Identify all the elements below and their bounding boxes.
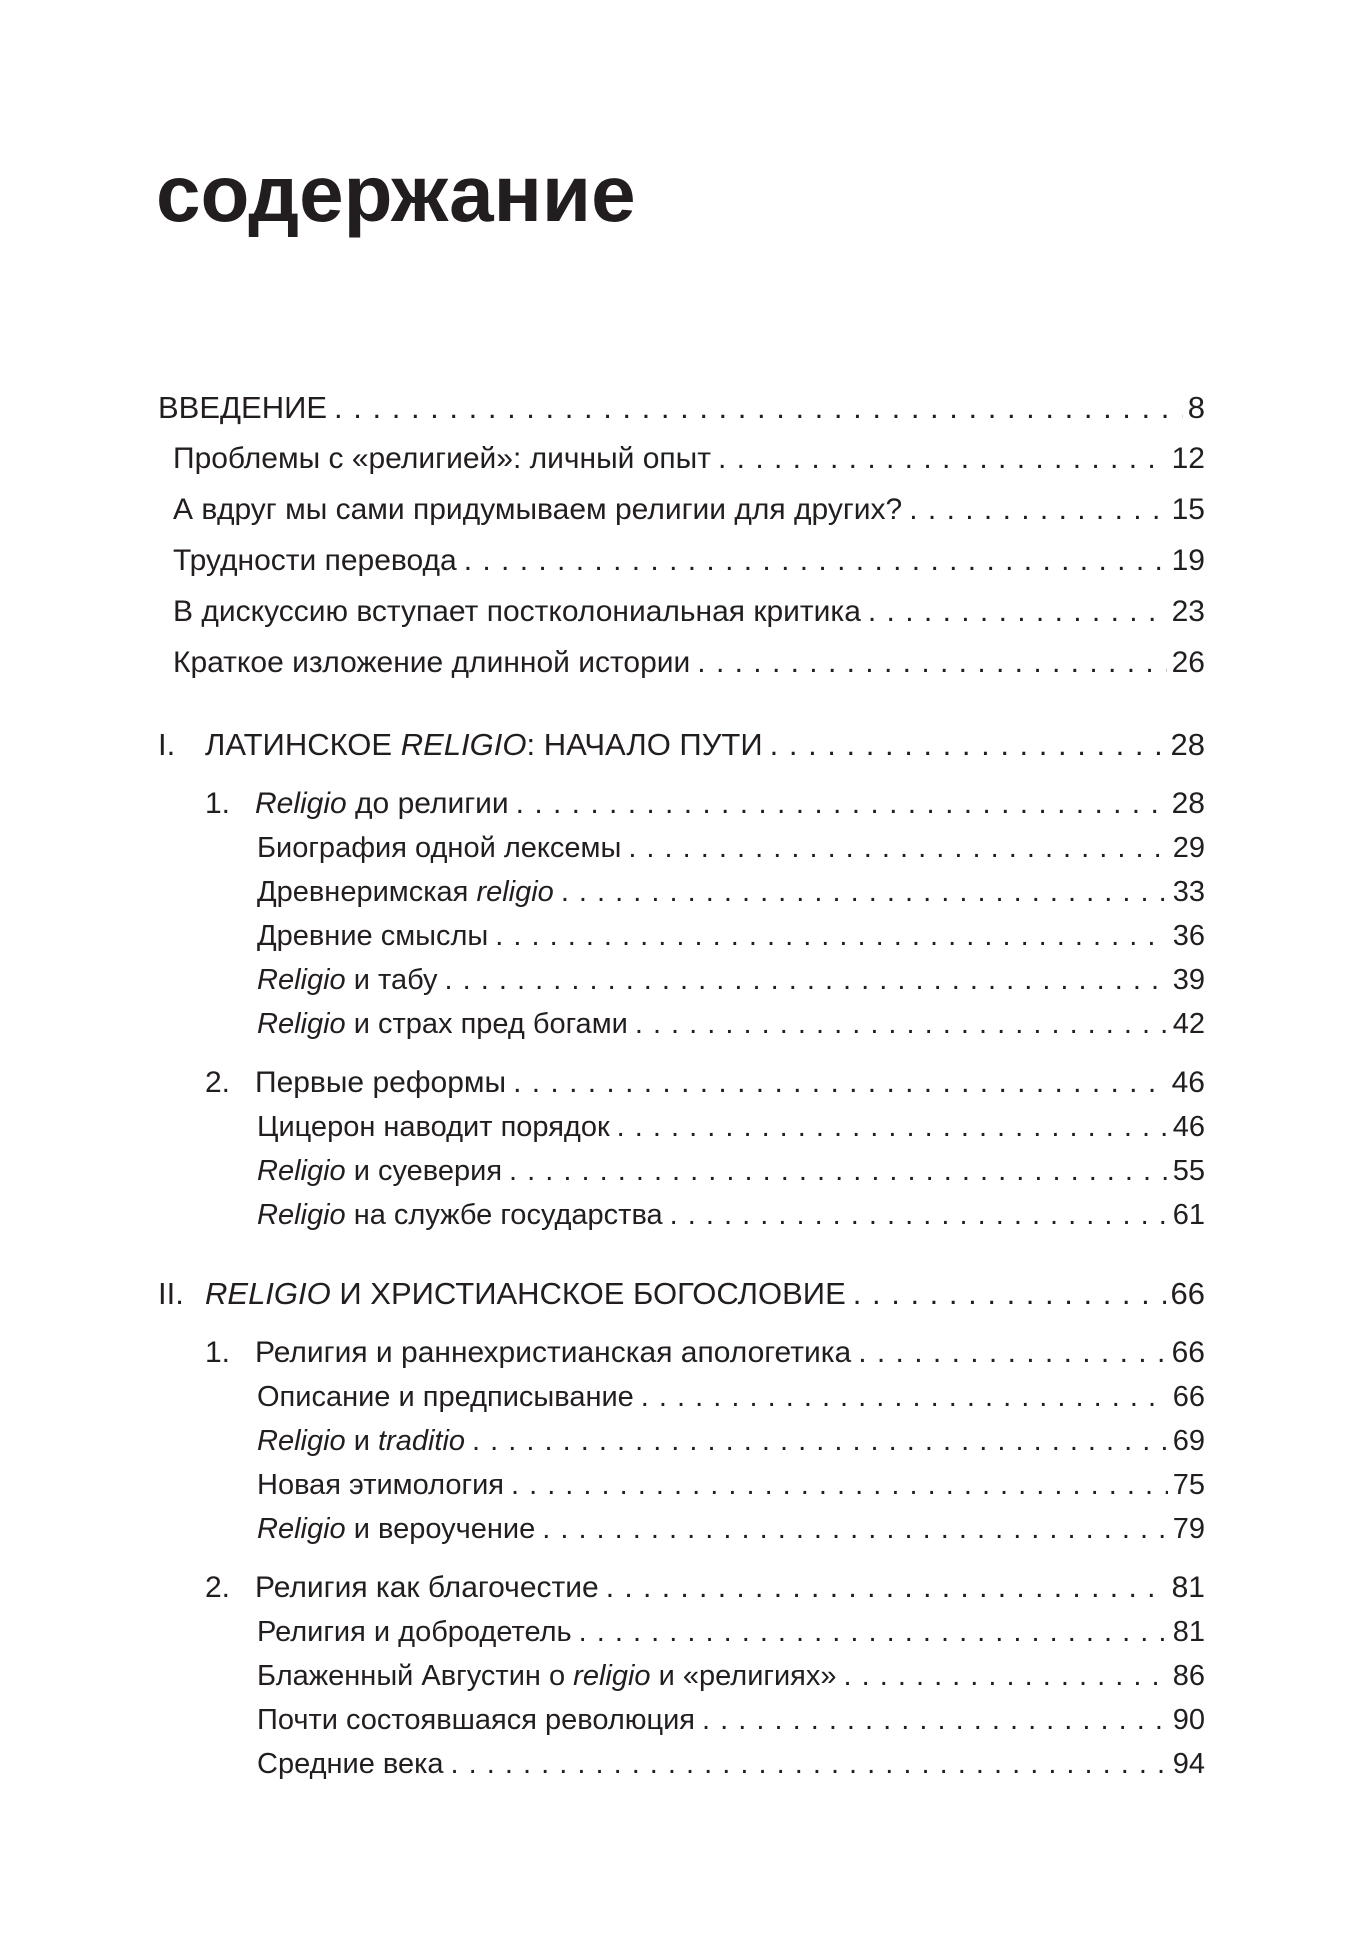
toc-label-segment: Первые реформы	[255, 1066, 507, 1099]
dot-leader	[718, 433, 1167, 484]
toc-entry-page: 66	[1171, 1336, 1205, 1369]
toc-label-segment: Краткое изложение длинной истории	[173, 646, 691, 679]
toc-row	[158, 1060, 1205, 1105]
dot-leader	[702, 1698, 1168, 1742]
toc-entry-page: 39	[1172, 964, 1205, 996]
toc-row	[158, 1375, 1205, 1419]
dot-leader	[509, 1149, 1168, 1193]
toc-entry-number: 1.	[205, 1336, 231, 1369]
toc-row	[158, 382, 1205, 433]
toc-label-segment: ЛАТИНСКОЕ	[205, 727, 401, 762]
toc-row	[158, 1507, 1205, 1551]
toc-label-segment: и	[345, 1425, 378, 1457]
toc-entry-label	[257, 1149, 502, 1193]
toc-label-italic-segment: Religio	[257, 1155, 346, 1187]
toc-entry-page: 36	[1172, 920, 1205, 952]
toc-entry-label	[255, 1060, 506, 1105]
toc-entry-number: 1.	[205, 787, 231, 820]
toc-entry-label	[257, 826, 621, 870]
toc-entry-label	[257, 870, 554, 914]
toc-entry-page: 29	[1172, 832, 1205, 864]
toc-row	[158, 1193, 1205, 1237]
toc-entry-page: 81	[1171, 1571, 1205, 1604]
toc-entry-page: 46	[1172, 1111, 1205, 1143]
toc-label-segment: В дискуссию вступает постколониальная критика	[173, 595, 861, 628]
dot-leader	[641, 1375, 1168, 1419]
toc-row	[158, 637, 1205, 688]
dot-leader	[516, 781, 1167, 826]
toc-row	[158, 958, 1205, 1002]
toc-label-segment: и суеверия	[345, 1155, 503, 1187]
toc-entry-page: 79	[1172, 1513, 1205, 1545]
toc-entry-page: 81	[1172, 1616, 1205, 1648]
dot-leader	[617, 1105, 1168, 1149]
toc-row	[158, 1565, 1205, 1610]
toc-entry-page: 26	[1171, 646, 1205, 679]
toc-label-segment: и вероучение	[345, 1513, 536, 1545]
dot-leader	[606, 1565, 1167, 1610]
toc-label-segment: Трудности перевода	[173, 544, 457, 577]
dot-leader	[697, 637, 1166, 688]
toc-label-segment: ВВЕДЕНИЕ	[158, 390, 328, 425]
toc-label-segment: Цицерон наводит порядок	[257, 1111, 610, 1143]
dot-leader	[561, 870, 1168, 914]
dot-leader	[579, 1610, 1168, 1654]
toc-label-segment: Новая этимология	[257, 1469, 504, 1501]
toc-row	[158, 722, 1205, 767]
toc-entry-label	[257, 1193, 663, 1237]
toc-row	[158, 535, 1205, 586]
toc-label-segment: на службе государства	[345, 1199, 663, 1231]
dot-leader	[770, 722, 1166, 767]
toc-entry-page: 19	[1171, 544, 1205, 577]
toc-row	[158, 484, 1205, 535]
toc-entry-label	[205, 1271, 846, 1316]
toc-label-segment: Блаженный Августин о	[257, 1660, 574, 1692]
toc-entry-page: 8	[1187, 390, 1205, 425]
toc-row	[158, 870, 1205, 914]
toc-label-segment: Древние смыслы	[257, 920, 489, 952]
toc-entry-page: 66	[1170, 1276, 1205, 1311]
toc-entry-page: 69	[1172, 1425, 1205, 1457]
toc-row	[158, 1330, 1205, 1375]
toc-label-segment: до религии	[346, 787, 509, 820]
toc-label-italic-segment: RELIGIO	[400, 727, 527, 762]
toc-entry-label	[257, 1610, 572, 1654]
toc-entry-page: 12	[1171, 442, 1205, 475]
toc-row	[158, 826, 1205, 870]
toc-entry-label	[173, 586, 861, 637]
toc-label-segment: Религия и раннехристианская апологетика	[255, 1336, 852, 1369]
toc-entry-number: II.	[158, 1276, 184, 1311]
table-of-contents	[158, 240, 1205, 1786]
toc-entry-number: 2.	[205, 1571, 231, 1604]
toc-row	[158, 433, 1205, 484]
toc-entry-page: 28	[1171, 787, 1205, 820]
toc-row	[158, 781, 1205, 826]
toc-entry-page: 23	[1171, 595, 1205, 628]
toc-entry-label	[173, 433, 711, 484]
toc-label-italic-segment: Religio	[257, 1199, 346, 1231]
dot-leader	[464, 535, 1167, 586]
toc-entry-page: 66	[1172, 1381, 1205, 1413]
toc-entry-page: 33	[1172, 876, 1205, 908]
dot-leader	[844, 1654, 1168, 1698]
toc-entry-label	[205, 722, 763, 767]
toc-label-italic-segment: Religio	[257, 1008, 346, 1040]
toc-entry-label	[173, 637, 690, 688]
dot-leader	[542, 1507, 1168, 1551]
dot-leader	[635, 1002, 1168, 1046]
toc-row	[158, 586, 1205, 637]
toc-row	[158, 914, 1205, 958]
toc-label-italic-segment: religio	[573, 1660, 651, 1692]
toc-entry-number: I.	[158, 727, 176, 762]
toc-entry-page: 28	[1170, 727, 1205, 762]
toc-label-segment: и табу	[345, 964, 438, 996]
toc-entry-label	[257, 1742, 444, 1786]
toc-label-segment: А вдруг мы сами придумываем религии для других?	[173, 493, 903, 526]
dot-leader	[445, 958, 1168, 1002]
toc-entry-number: 2.	[205, 1066, 231, 1099]
toc-label-segment: и страх пред богами	[345, 1008, 628, 1040]
toc-entry-page: 90	[1172, 1704, 1205, 1736]
toc-label-segment: и «религиях»	[650, 1660, 837, 1692]
dot-leader	[628, 826, 1167, 870]
toc-row	[158, 1742, 1205, 1786]
toc-label-italic-segment: Religio	[257, 1425, 346, 1457]
toc-entry-page: 86	[1172, 1660, 1205, 1692]
toc-row	[158, 1463, 1205, 1507]
toc-entry-label	[257, 914, 488, 958]
toc-entry-page: 46	[1171, 1066, 1205, 1099]
dot-leader	[511, 1463, 1168, 1507]
dot-leader	[853, 1271, 1166, 1316]
toc-row	[158, 1105, 1205, 1149]
dot-leader	[909, 484, 1166, 535]
toc-label-segment: И ХРИСТИАНСКОЕ БОГОСЛОВИЕ	[330, 1276, 846, 1311]
toc-entry-label	[255, 1330, 851, 1375]
dot-leader	[495, 914, 1167, 958]
toc-label-segment: : НАЧАЛО ПУТИ	[526, 727, 763, 762]
toc-entry-label	[257, 1654, 837, 1698]
toc-entry-label	[257, 958, 438, 1002]
dot-leader	[451, 1742, 1168, 1786]
toc-entry-label	[257, 1698, 695, 1742]
toc-row	[158, 1419, 1205, 1463]
toc-label-italic-segment: RELIGIO	[205, 1276, 331, 1311]
toc-entry-page: 61	[1172, 1199, 1205, 1231]
toc-entry-label	[173, 535, 457, 586]
toc-entry-label	[257, 1105, 610, 1149]
toc-entry-label	[173, 484, 902, 535]
toc-row	[158, 1610, 1205, 1654]
toc-entry-label	[255, 1565, 599, 1610]
page-title: содержание	[156, 149, 636, 238]
toc-label-italic-segment: traditio	[378, 1425, 466, 1457]
toc-entry-label	[257, 1463, 504, 1507]
dot-leader	[334, 382, 1183, 433]
toc-entry-page: 55	[1172, 1155, 1205, 1187]
toc-label-segment: Древнеримская	[257, 876, 477, 908]
toc-label-segment: Проблемы с «религией»: личный опыт	[173, 442, 711, 475]
toc-label-segment: Почти состоявшаяся революция	[257, 1704, 696, 1736]
toc-label-segment: Религия как благочестие	[255, 1571, 599, 1604]
toc-label-segment: Религия и добродетель	[257, 1616, 572, 1648]
dot-leader	[868, 586, 1167, 637]
toc-row	[158, 1271, 1205, 1316]
toc-entry-label	[257, 1002, 628, 1046]
dot-leader	[858, 1330, 1166, 1375]
toc-label-italic-segment: religio	[476, 876, 554, 908]
toc-entry-page: 15	[1171, 493, 1205, 526]
toc-row	[158, 1149, 1205, 1193]
dot-leader	[670, 1193, 1168, 1237]
toc-label-segment: Биография одной лексемы	[257, 832, 622, 864]
toc-label-italic-segment: Religio	[255, 787, 347, 820]
toc-entry-label	[255, 781, 509, 826]
dot-leader	[513, 1060, 1167, 1105]
toc-entry-label	[257, 1375, 634, 1419]
toc-label-segment: Средние века	[257, 1748, 444, 1780]
toc-label-italic-segment: Religio	[257, 964, 346, 996]
toc-entry-label	[257, 1419, 465, 1463]
toc-row	[158, 1698, 1205, 1742]
toc-entry-page: 94	[1172, 1748, 1205, 1780]
toc-row	[158, 1002, 1205, 1046]
toc-entry-label	[257, 1507, 535, 1551]
toc-label-italic-segment: Religio	[257, 1513, 346, 1545]
dot-leader	[472, 1419, 1168, 1463]
toc-entry-page: 75	[1172, 1469, 1205, 1501]
toc-label-segment: Описание и предписывание	[257, 1381, 634, 1413]
toc-entry-page: 42	[1172, 1008, 1205, 1040]
toc-row	[158, 1654, 1205, 1698]
toc-entry-label	[158, 382, 327, 433]
